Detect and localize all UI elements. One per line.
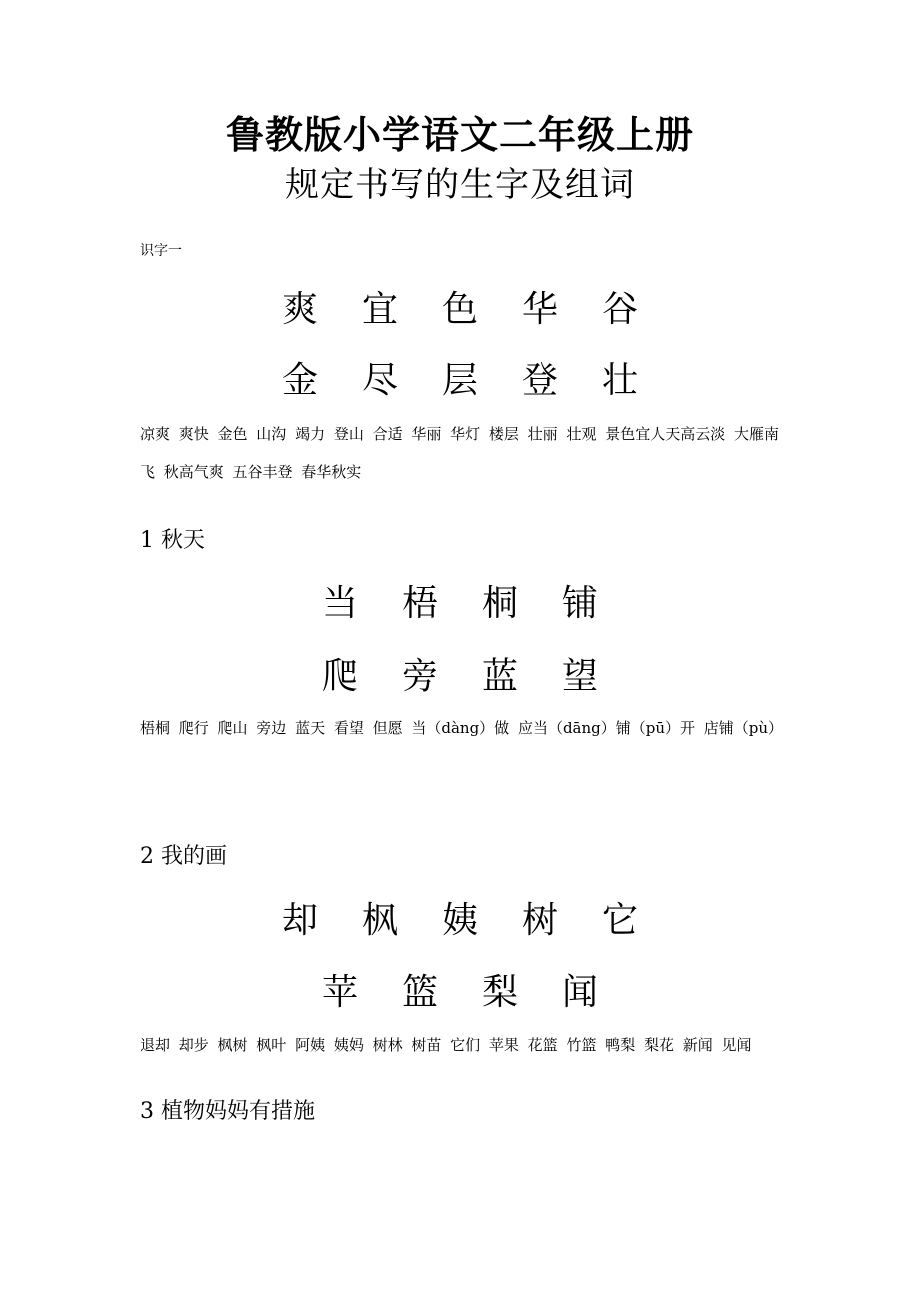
- character: 桐: [481, 583, 518, 624]
- character: 闻: [561, 972, 598, 1013]
- word-list: 梧桐 爬行 爬山 旁边 蓝天 看望 但愿 当（dàng）做 应当（dāng）铺（pū）开 店铺（pù）: [140, 719, 784, 737]
- character: 色: [441, 289, 478, 330]
- character-row: [0, 286, 920, 334]
- character: 华: [521, 289, 558, 330]
- character: 宜: [361, 289, 398, 330]
- document-title: 鲁教版小学语文二年级上册: [225, 112, 694, 157]
- character-row: [0, 357, 920, 405]
- word-list: 退却 却步 枫树 枫叶 阿姨 姨妈 树林 树苗 它们 苹果 花篮 竹篮 鸭梨 梨花 新闻 见闻: [140, 1036, 752, 1054]
- character: 它: [601, 900, 638, 941]
- character: 姨: [441, 900, 478, 941]
- lesson-heading: 3 植物妈妈有措施: [140, 1099, 315, 1124]
- character: 层: [441, 360, 478, 401]
- character-row: [0, 653, 920, 701]
- character: 金: [281, 360, 318, 401]
- character-row: [0, 969, 920, 1017]
- character-row: [0, 580, 920, 628]
- lesson-heading: 1 秋天: [140, 528, 205, 553]
- character: 铺: [561, 583, 598, 624]
- character: 梧: [401, 583, 438, 624]
- word-list: 凉爽 爽快 金色 山沟 竭力 登山 合适 华丽 华灯 楼层 壮丽 壮观 景色宜人天高云淡 大雁南飞 秋高气爽 五谷丰登 春华秋实: [140, 425, 779, 481]
- character: 壮: [601, 360, 638, 401]
- character: 篮: [401, 972, 438, 1013]
- character: 树: [521, 900, 558, 941]
- character: 却: [281, 900, 318, 941]
- character-row: [0, 897, 920, 945]
- character: 爽: [281, 289, 318, 330]
- document-subtitle: 规定书写的生字及组词: [285, 165, 635, 205]
- lesson-heading: 2 我的画: [140, 844, 227, 869]
- character: 苹: [321, 972, 358, 1013]
- character: 谷: [601, 289, 638, 330]
- character: 当: [321, 583, 358, 624]
- character: 望: [561, 656, 598, 697]
- character: 旁: [401, 656, 438, 697]
- section-heading-shizi-1: 识字一: [140, 243, 182, 259]
- character: 梨: [481, 972, 518, 1013]
- character: 尽: [361, 360, 398, 401]
- character: 蓝: [481, 656, 518, 697]
- character: 爬: [321, 656, 358, 697]
- character: 登: [521, 360, 558, 401]
- character: 枫: [361, 900, 398, 941]
